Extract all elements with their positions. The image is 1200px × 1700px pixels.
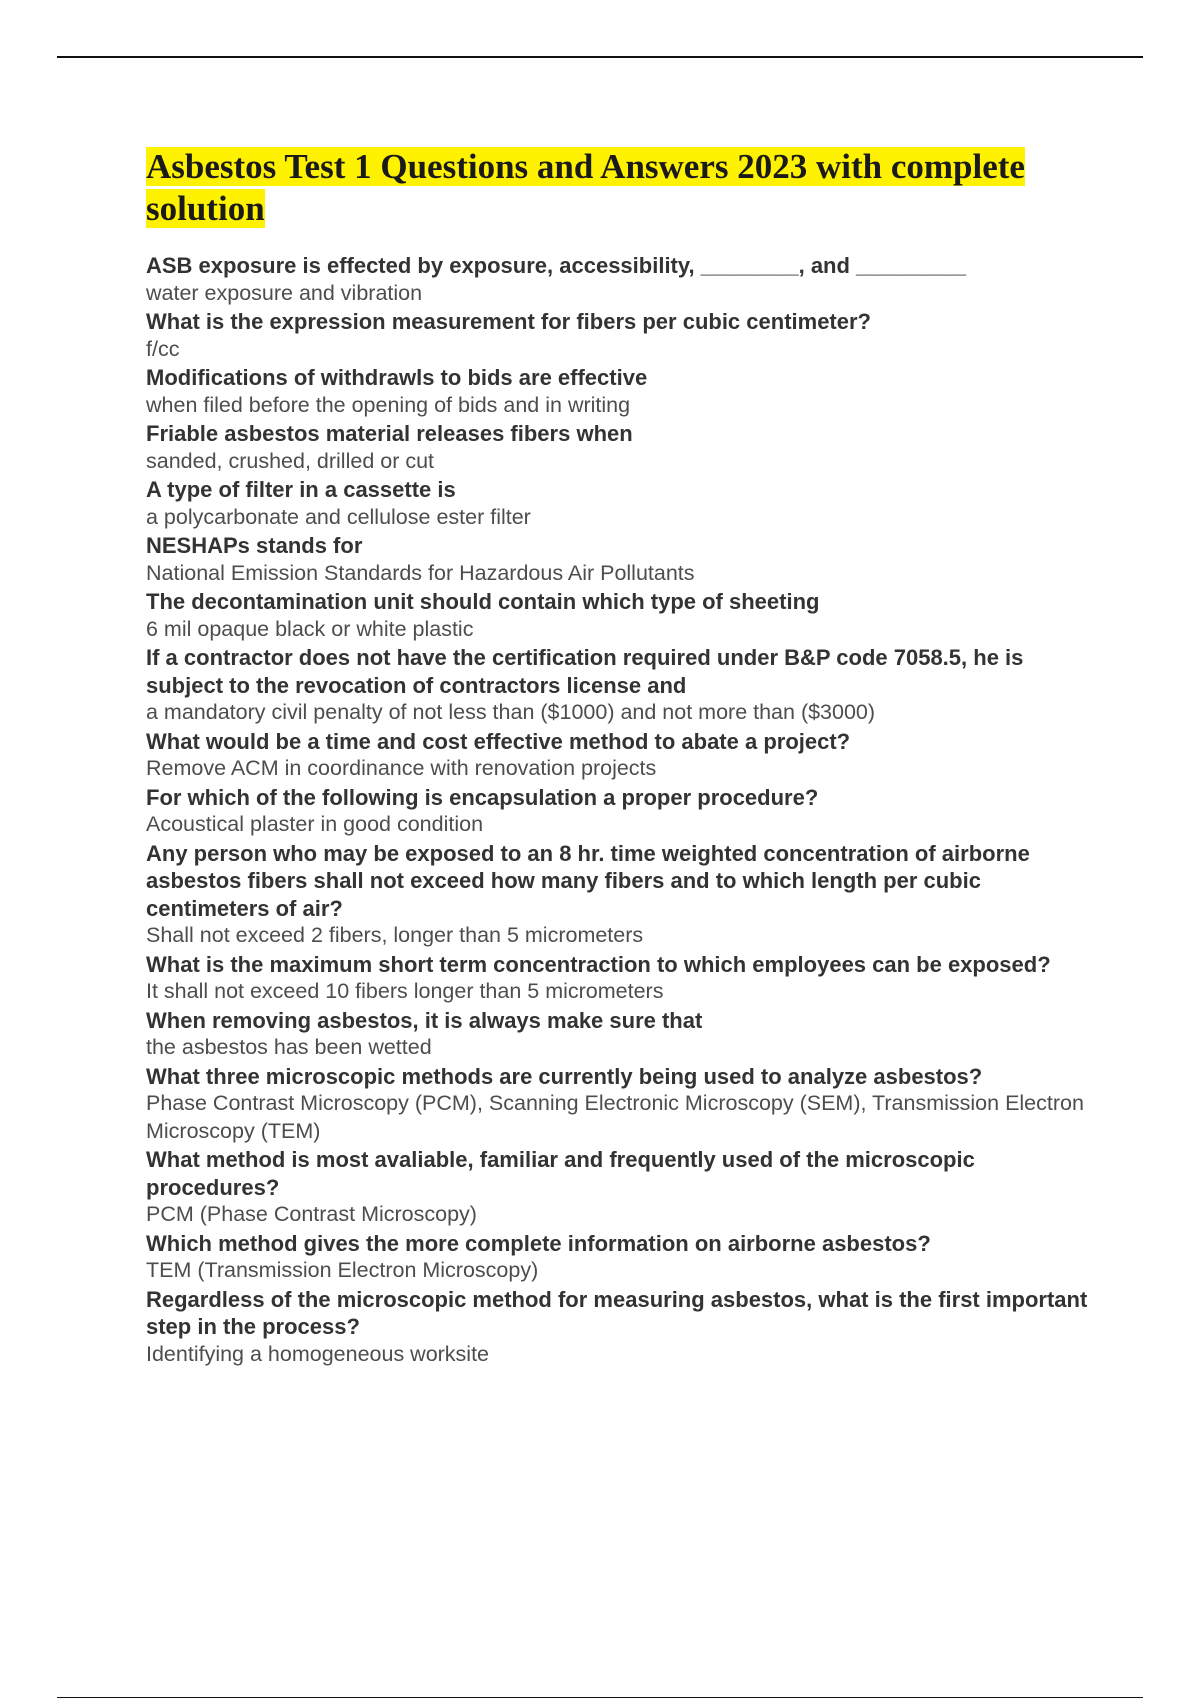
answer-text: Remove ACM in coordinance with renovation projects <box>146 756 657 780</box>
question-text: The decontamination unit should contain which type of sheeting <box>146 589 820 614</box>
answer-text: sanded, crushed, drilled or cut <box>146 448 435 473</box>
answer-text: TEM (Transmission Electron Microscopy) <box>146 1258 539 1282</box>
answer-text: when filed before the opening of bids and in writing <box>146 392 631 417</box>
answer-text: PCM (Phase Contrast Microscopy) <box>146 1202 477 1226</box>
answer-text: f/cc <box>146 336 180 361</box>
question-text: For which of the following is encapsulation a proper procedure? <box>146 784 819 810</box>
question-text: Any person who may be exposed to an 8 hr. time weighted concentration of airborne asbestos fibers shall not exceed how many fibers and to which length per cubic centimeters of air? <box>146 840 1030 921</box>
question-text: What is the expression measurement for fibers per cubic centimeter? <box>146 309 871 334</box>
document-title <box>146 146 1091 230</box>
question-text: If a contractor does not have the certification required under B&P code 7058.5, he is subject to the revocation of contractors license and <box>146 645 1024 698</box>
header-rule <box>57 56 1143 58</box>
question-text: A type of filter in a cassette is <box>146 477 456 502</box>
answer-text: a polycarbonate and cellulose ester filter <box>146 504 531 529</box>
question-text: What method is most avaliable, familiar and frequently used of the microscopic procedures? <box>146 1147 975 1200</box>
question-text: ASB exposure is effected by exposure, accessibility, ________, and _________ <box>146 253 967 278</box>
qa-list <box>146 252 1091 1368</box>
qa-item <box>146 1146 1091 1229</box>
document-body <box>146 146 1091 1369</box>
qa-item <box>146 728 1091 783</box>
question-text: What three microscopic methods are currently being used to analyze asbestos? <box>146 1063 983 1089</box>
qa-item <box>146 1230 1091 1285</box>
question-text: When removing asbestos, it is always make sure that <box>146 1007 703 1033</box>
qa-item <box>146 951 1091 1006</box>
qa-item <box>146 476 1091 531</box>
answer-text: Identifying a homogeneous worksite <box>146 1341 490 1366</box>
answer-text: Phase Contrast Microscopy (PCM), Scanning Electronic Microscopy (SEM), Transmission Electron Microscopy (TEM) <box>146 1091 1084 1143</box>
qa-item <box>146 364 1091 419</box>
qa-item <box>146 308 1091 363</box>
qa-item <box>146 532 1091 587</box>
qa-item <box>146 840 1091 950</box>
answer-text: a mandatory civil penalty of not less than ($1000) and not more than ($3000) <box>146 700 876 724</box>
answer-text: National Emission Standards for Hazardous Air Pollutants <box>146 560 695 585</box>
question-text: What is the maximum short term concentraction to which employees can be exposed? <box>146 951 1051 977</box>
answer-text: Shall not exceed 2 fibers, longer than 5 micrometers <box>146 923 644 947</box>
answer-text: Acoustical plaster in good condition <box>146 812 484 836</box>
answer-text: water exposure and vibration <box>146 280 423 305</box>
question-text: Regardless of the microscopic method for measuring asbestos, what is the first important step in the process? <box>146 1286 1088 1339</box>
question-text: Friable asbestos material releases fibers when <box>146 421 633 446</box>
question-text: Which method gives the more complete information on airborne asbestos? <box>146 1230 931 1256</box>
answer-text: the asbestos has been wetted <box>146 1035 432 1059</box>
qa-item <box>146 1063 1091 1146</box>
question-text: NESHAPs stands for <box>146 533 363 558</box>
footer-rule <box>57 1697 1143 1698</box>
answer-text: 6 mil opaque black or white plastic <box>146 616 474 641</box>
answer-text: It shall not exceed 10 fibers longer than 5 micrometers <box>146 979 664 1003</box>
qa-item <box>146 644 1091 727</box>
qa-item <box>146 420 1091 475</box>
question-text: Modifications of withdrawls to bids are effective <box>146 365 648 390</box>
qa-item <box>146 1286 1091 1369</box>
qa-item <box>146 784 1091 839</box>
question-text: What would be a time and cost effective method to abate a project? <box>146 728 851 754</box>
qa-item <box>146 1007 1091 1062</box>
title-highlight: Asbestos Test 1 Questions and Answers 2023 with complete solution <box>146 147 1025 228</box>
qa-item <box>146 588 1091 643</box>
qa-item <box>146 252 1091 307</box>
